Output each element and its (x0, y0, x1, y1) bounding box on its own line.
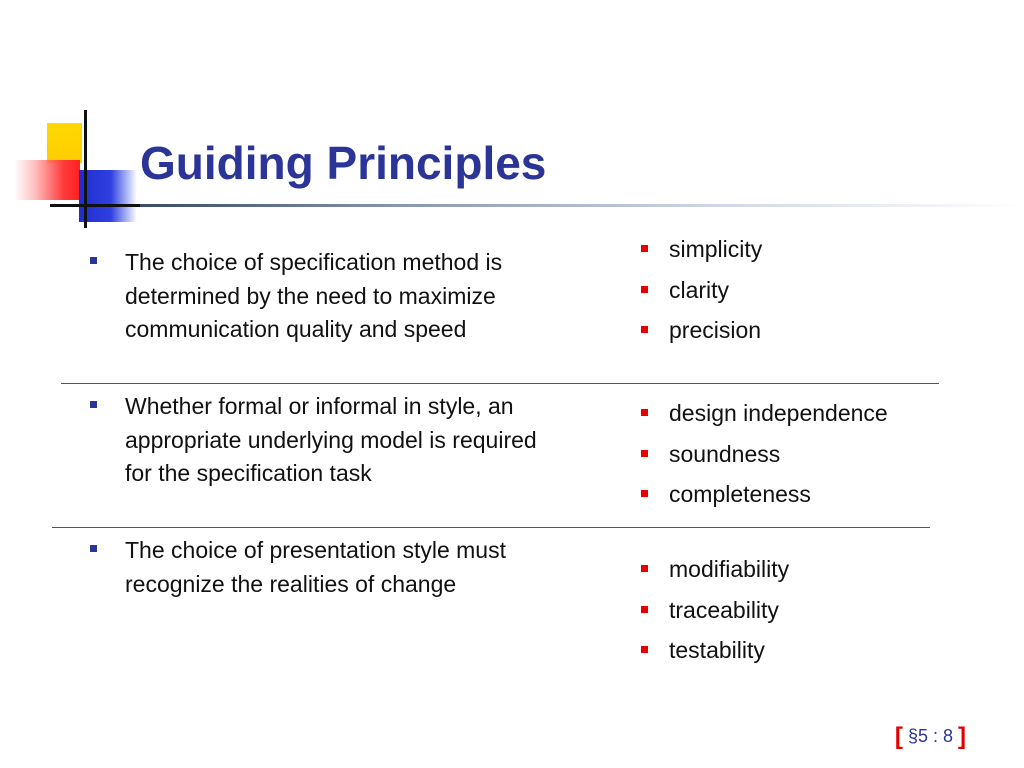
bullet-icon (90, 545, 97, 552)
bullet-icon (641, 606, 648, 613)
principle-text: The choice of presentation style must recognize the realities of change (125, 537, 506, 597)
property-item (641, 229, 762, 270)
property-label: precision (669, 317, 762, 343)
property-label: modifiability (669, 556, 790, 582)
property-label: testability (669, 637, 765, 663)
row-divider (61, 383, 939, 384)
bullet-icon (90, 257, 97, 264)
principle-text: The choice of specification method is determined by the need to maximize communication quality and speed (125, 249, 503, 342)
property-list (641, 549, 789, 671)
bullet-icon (641, 245, 648, 252)
property-label: design independence (669, 400, 888, 426)
property-item (641, 393, 888, 434)
bullet-icon (641, 286, 648, 293)
bullet-icon (641, 450, 648, 457)
property-label: completeness (669, 481, 811, 507)
slide-title: Guiding Principles (140, 137, 547, 189)
logo-blue-block (79, 170, 137, 222)
property-item (641, 590, 789, 631)
property-label: traceability (669, 596, 779, 623)
bullet-icon (90, 401, 97, 408)
logo-red-block (14, 160, 80, 200)
property-list (641, 229, 762, 351)
property-item (641, 434, 888, 475)
logo-vertical-rule (84, 110, 87, 228)
footer-open-bracket: [ (894, 723, 903, 750)
footer-label: §5 : 8 (907, 726, 953, 746)
property-list (641, 393, 888, 515)
bullet-icon (641, 490, 648, 497)
bullet-icon (641, 409, 648, 416)
principle-item (90, 246, 560, 347)
principle-text: Whether formal or informal in style, an appropriate underlying model is required for the specification task (125, 393, 537, 486)
footer-close-bracket: ] (958, 723, 966, 750)
logo-yellow-block (47, 123, 82, 163)
principle-item (90, 390, 560, 491)
property-item (641, 549, 789, 590)
bullet-icon (641, 326, 648, 333)
property-item (641, 270, 762, 311)
property-item (641, 474, 888, 515)
property-label: soundness (669, 440, 781, 467)
row-divider (52, 527, 930, 528)
property-label: simplicity (669, 236, 763, 262)
principle-item (90, 534, 560, 601)
property-item (641, 310, 762, 351)
title-underline (140, 204, 1024, 207)
property-label: clarity (669, 276, 730, 303)
logo-horizontal-rule (50, 204, 140, 207)
bullet-icon (641, 646, 648, 653)
bullet-icon (641, 565, 648, 572)
slide-number (895, 723, 966, 751)
property-item (641, 630, 789, 671)
